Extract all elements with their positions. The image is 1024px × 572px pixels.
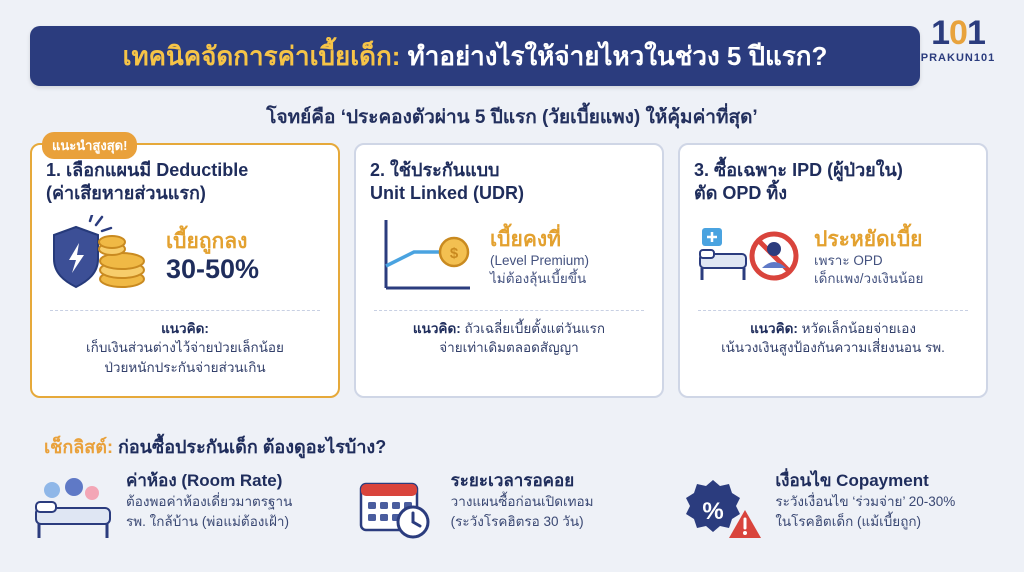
card-footnote-label: แนวคิด: [161, 320, 209, 336]
checklist-text [775, 470, 994, 544]
card-headline [166, 230, 324, 285]
checklist-text [451, 470, 670, 544]
checklist-item-title: ค่าห้อง (Room Rate) [126, 471, 283, 490]
card-copy [490, 228, 648, 287]
divider [374, 310, 644, 311]
recommended-badge: แนะนำสูงสุด! [42, 132, 137, 159]
header-bar [30, 26, 920, 86]
logo-mark: 101 [931, 14, 985, 52]
card-ipd-only [678, 143, 988, 398]
divider [50, 310, 320, 311]
card-footnote-line1: เก็บเงินส่วนต่างไว้จ่ายป่วยเล็กน้อย [86, 340, 284, 356]
calendar-clock-icon [355, 470, 441, 544]
checklist-text [126, 470, 345, 544]
card-note-line2: เด็กแพง/วงเงินน้อย [814, 270, 924, 286]
card-footnote-label: แนวคิด: [412, 320, 461, 336]
card-note-line2: ไม่ต้องลุ้นเบี้ยขึ้น [490, 270, 587, 286]
card-title [694, 159, 972, 206]
checklist-title: ก่อนซื้อประกันเด็ก ต้องดูอะไรบ้าง? [112, 437, 387, 457]
card-footnote-label: แนวคิด: [750, 320, 798, 336]
checklist-item-title: เงื่อนไข Copayment [775, 471, 929, 490]
checklist-item-line2: (ระวังโรคฮิตรอ 30 วัน) [450, 514, 584, 530]
card-footnote-line2: เน้นวงเงินสูงป้องกันความเสี่ยงนอน รพ. [721, 340, 945, 356]
checklist-item-copayment [679, 470, 994, 544]
card-headline-text: เบี้ยถูกลง [166, 230, 248, 254]
header-title-rest: ทำอย่างไรให้จ่ายไหวในช่วง 5 ปีแรก? [400, 40, 828, 71]
card-title-line2: (ค่าเสียหายส่วนแรก) [46, 183, 206, 204]
checklist-item-line1: ต้องพอค่าห้องเดี่ยวมาตรฐาน [126, 494, 293, 510]
card-body [694, 212, 972, 304]
card-title-line1: 3. ซื้อเฉพาะ IPD (ผู้ป่วยใน) [694, 160, 903, 180]
logo [910, 16, 1006, 64]
card-footnote-line1: ถัวเฉลี่ยเบี้ยตั้งแต่วันแรก [460, 320, 606, 336]
card-title-line2: Unit Linked (UDR) [370, 183, 524, 204]
percent-warning-icon [679, 470, 765, 544]
checklist-item-room-rate [30, 470, 345, 544]
svg-text:$: $ [449, 244, 459, 262]
svg-text:%: % [702, 498, 725, 525]
divider [698, 310, 968, 311]
checklist-label: เช็กลิสต์: [44, 437, 113, 457]
card-headline: ประหยัดเบี้ย [814, 228, 923, 252]
shield-coins-icon [46, 215, 158, 301]
card-body [46, 212, 324, 304]
card-headline: เบี้ยคงที่ [490, 228, 561, 252]
checklist-item-line1: วางแผนซื้อก่อนเปิดเทอม [450, 494, 594, 510]
card-footnote-line2: จ่ายเท่าเดิมตลอดสัญญา [439, 340, 579, 356]
card-unit-linked [354, 143, 664, 398]
card-note-line1: (Level Premium) [490, 253, 590, 269]
card-footnote [370, 319, 648, 358]
header-title [123, 36, 828, 77]
checklist-heading [44, 432, 386, 461]
hospital-bed-no-doctor-icon [694, 212, 806, 304]
card-headline-value: 30-50% [166, 254, 260, 285]
family-bed-icon [30, 470, 116, 544]
card-footnote-line2: ป่วยหนักประกันจ่ายส่วนเกิน [104, 359, 266, 375]
card-footnote-line1: หวัดเล็กน้อยจ่ายเอง [797, 320, 916, 336]
checklist-item-line1: ระวังเงื่อนไข ‘ร่วมจ่าย’ 20-30% [775, 494, 956, 510]
flat-line-chart-coin-icon [370, 212, 482, 304]
card-copy [166, 230, 324, 285]
cards-row [30, 138, 994, 398]
checklist-item-line2: ในโรคฮิตเด็ก (แม้เบี้ยถูก) [775, 514, 922, 530]
card-title-line1: 2. ใช้ประกันแบบ [370, 160, 500, 180]
card-title [46, 159, 324, 206]
subtitle: โจทย์คือ ‘ประคองตัวผ่าน 5 ปีแรก (วัยเบี้ยแพง) ให้คุ้มค่าที่สุด’ [266, 107, 758, 128]
card-body [370, 212, 648, 304]
checklist-row [30, 470, 994, 544]
header-title-highlight: เทคนิคจัดการค่าเบี้ยเด็ก: [122, 40, 401, 71]
card-deductible [30, 138, 340, 398]
logo-subtext: PRAKUN101 [920, 52, 996, 64]
checklist-item-line2: รพ. ใกล้บ้าน (พ่อแม่ต้องเฝ้า) [126, 514, 289, 530]
card-copy [814, 228, 972, 287]
card-footnote [46, 319, 324, 378]
checklist-item-waiting-period [355, 470, 670, 544]
card-title-line2: ตัด OPD ทิ้ง [694, 183, 788, 204]
card-title-line1: 1. เลือกแผนมี Deductible [46, 160, 249, 180]
card-note-line1: เพราะ OPD [814, 253, 883, 269]
card-footnote [694, 319, 972, 358]
card-title [370, 159, 648, 206]
checklist-item-title: ระยะเวลารอคอย [450, 471, 575, 490]
